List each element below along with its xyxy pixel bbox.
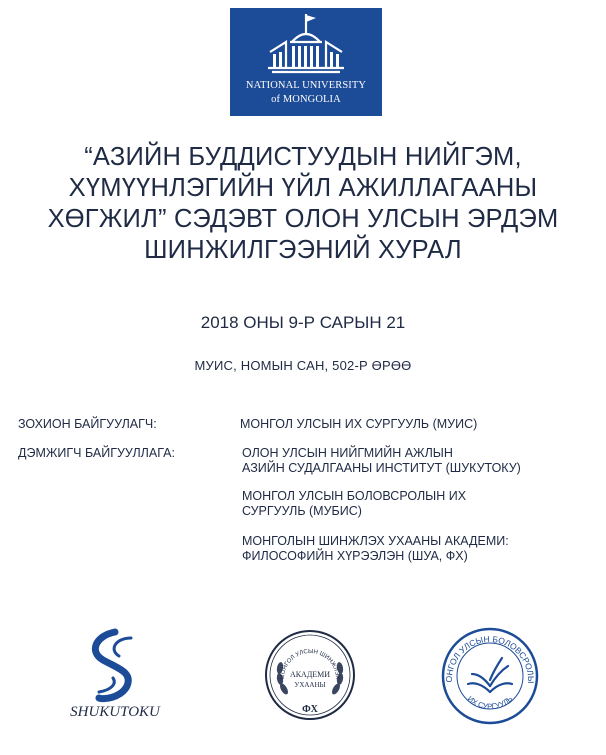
title-line-2: ХҮМҮҮНЛЭГИЙН ҮЙЛ АЖИЛЛАГААНЫ <box>68 174 538 202</box>
supporter-item <box>242 489 466 519</box>
supporter-line: СУРГУУЛЬ (МУБИС) <box>242 504 362 518</box>
philosophy-seal-icon <box>262 627 358 723</box>
supporter-item <box>242 534 509 564</box>
supporter-line: МОНГОЛЫН ШИНЖЛЭХ УХААНЫ АКАДЕМИ: <box>242 534 509 548</box>
shukutoku-swirl-icon <box>55 628 175 724</box>
supporter-item <box>242 446 521 476</box>
philosophy-seal-bottom: ФХ <box>302 704 318 715</box>
event-venue: МУИС, НОМЫН САН, 502-Р ӨРӨӨ <box>194 358 412 373</box>
mubis-seal-bottom-text: ИХ СУРГУУЛЬ <box>465 694 515 711</box>
shukutoku-logo <box>55 628 175 724</box>
num-logo <box>230 8 382 116</box>
title-line-1: “АЗИЙН БУДДИСТУУДЫН НИЙГЭМ, <box>84 143 522 171</box>
philosophy-seal-center2: УХААНЫ <box>294 681 326 689</box>
title-line-4: ШИНЖИЛГЭЭНИЙ ХУРАЛ <box>144 236 462 264</box>
svg-text:МОНГОЛ УЛСЫН БОЛОВСРОЛЫН <box>440 626 536 683</box>
mubis-seal-top-text: ОНГОЛ УЛСЫН БОЛОВСРОЛЫ <box>443 633 537 684</box>
philosophy-institute-seal <box>262 627 358 723</box>
philosophy-seal-arc-text: МОНГОЛ УЛСЫН ШИНЖЛЭХ <box>279 648 341 680</box>
supporter-line: АЗИЙН СУДАЛГААНЫ ИНСТИТУТ (ШУКУТОКУ) <box>242 461 521 475</box>
mubis-seal <box>440 626 540 726</box>
title-line-3: ХӨГЖИЛ” СЭДЭВТ ОЛОН УЛСЫН ЭРДЭМ <box>47 205 559 233</box>
event-date: 2018 ОНЫ 9-Р САРЫН 21 <box>200 313 406 332</box>
organizer-value: МОНГОЛ УЛСЫН ИХ СУРГУУЛЬ (МУИС) <box>240 417 478 431</box>
shukutoku-logo-text: SHUKUTOKU <box>70 704 160 720</box>
event-title <box>20 142 586 266</box>
supporter-line: ФИЛОСОФИЙН ХҮРЭЭЛЭН (ШУА, ФХ) <box>242 549 468 563</box>
supporter-line: ОЛОН УЛСЫН НИЙГМИЙН АЖЛЫН <box>242 446 453 460</box>
organizer-label: ЗОХИОН БАЙГУУЛАГЧ: <box>18 417 157 431</box>
num-logo-line1: NATIONAL UNIVERSITY <box>245 80 367 91</box>
supporter-line: МОНГОЛ УЛСЫН БОЛОВСРОЛЫН ИХ <box>242 489 467 503</box>
num-logo-line2: of MONGOLIA <box>271 94 341 105</box>
supporters-label: ДЭМЖИГЧ БАЙГУУЛЛАГА: <box>18 446 175 460</box>
philosophy-seal-center1: АКАДЕМИ <box>289 670 331 679</box>
svg-text:ИХ СУРГУУЛЬ <box>466 694 514 711</box>
mubis-book-seal-icon <box>440 626 540 726</box>
